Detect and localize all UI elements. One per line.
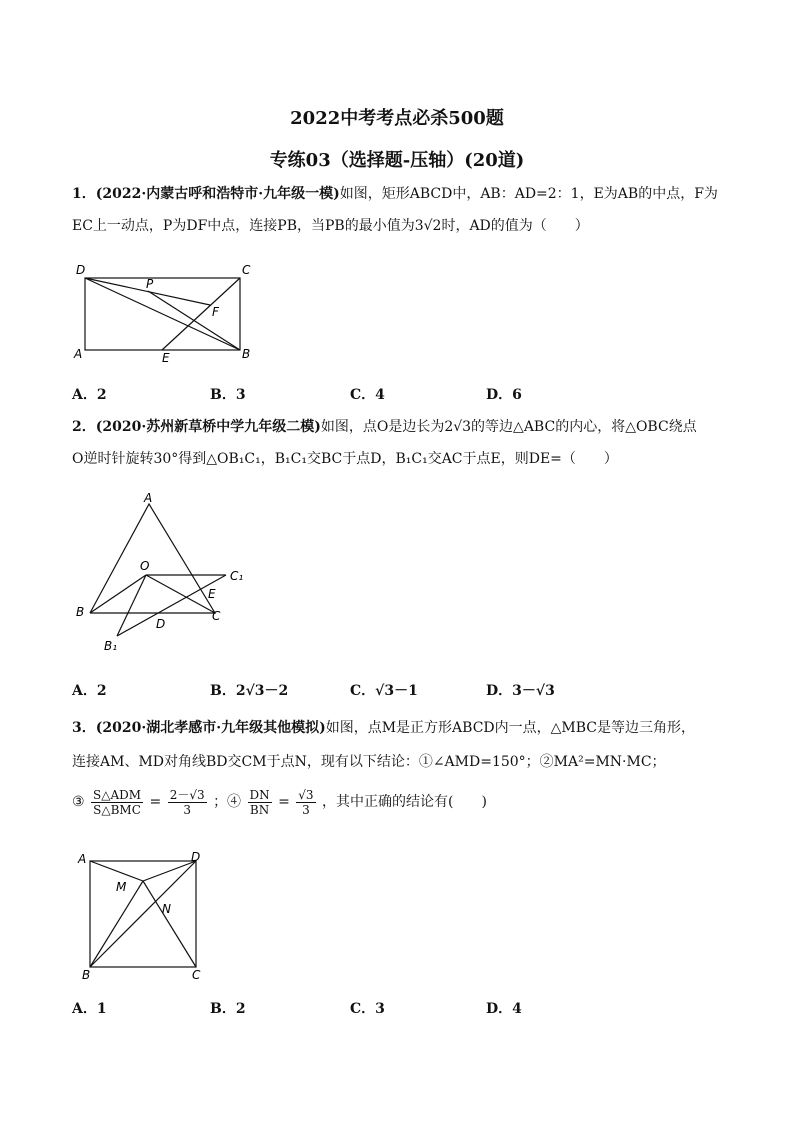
conclusion-4-marker: ；④ xyxy=(213,794,242,810)
label-b: B xyxy=(76,605,85,619)
question-2 xyxy=(72,411,722,475)
question-1-text: 如图，矩形ABCD中，AB：AD=2：1，E为AB的中点，F为 xyxy=(339,186,718,202)
option-b[interactable]: B．3 xyxy=(210,387,246,403)
label-f: F xyxy=(212,305,219,319)
option-d[interactable]: D．4 xyxy=(486,1001,522,1017)
question-1-line-2: EC上一动点，P为DF中点，连接PB，当PB的最小值为3√2时，AD的值为（ ） xyxy=(72,218,589,234)
question-3-options xyxy=(72,998,722,1018)
page-subtitle: 专练03（选择题-压轴）(20道) xyxy=(269,150,525,171)
question-3-line-2: 连接AM、MD对角线BD交CM于点N，现有以下结论：①∠AMD=150°；②MA²=MN·MC； xyxy=(72,754,666,770)
segment-md xyxy=(143,861,196,881)
option-c[interactable]: C．4 xyxy=(350,387,385,403)
question-1-options xyxy=(72,384,722,404)
equals-sign: = xyxy=(278,794,290,810)
label-n: N xyxy=(162,902,171,916)
question-3 xyxy=(72,712,722,820)
label-b: B xyxy=(82,968,91,982)
label-d: D xyxy=(76,263,86,277)
question-3-line-1 xyxy=(72,712,722,744)
question-3-line-3 xyxy=(72,784,722,820)
option-d[interactable]: D．3－√3 xyxy=(486,683,555,699)
segment-cm xyxy=(143,881,196,967)
option-d[interactable]: D．6 xyxy=(486,387,522,403)
label-o: O xyxy=(140,559,150,573)
question-1-figure xyxy=(70,258,270,370)
question-1-line-1 xyxy=(72,178,722,210)
equals-sign: = xyxy=(149,794,162,810)
option-b[interactable]: B．2√3－2 xyxy=(210,683,289,699)
label-b1: B₁ xyxy=(104,639,118,653)
option-b[interactable]: B．2 xyxy=(210,1001,246,1017)
diagonal-bd xyxy=(90,861,196,967)
option-a[interactable]: A．2 xyxy=(72,683,107,699)
conclusion-3-lhs-fraction xyxy=(91,788,143,817)
fraction-numerator: √3 xyxy=(298,787,314,802)
question-2-options xyxy=(72,680,722,700)
question-2-source: (2020·苏州新草桥中学九年级二模) xyxy=(95,419,321,435)
question-2-figure xyxy=(70,488,270,658)
label-d: D xyxy=(156,617,166,631)
conclusion-4-lhs-fraction xyxy=(248,788,272,817)
label-a: A xyxy=(74,347,83,361)
label-d: D xyxy=(191,850,201,864)
fraction-numerator: DN xyxy=(249,787,270,802)
option-a[interactable]: A．1 xyxy=(72,1001,107,1017)
question-1-number: 1． xyxy=(72,186,96,202)
segment-ec xyxy=(162,278,240,350)
question-2-text: 如图，点O是边长为2√3的等边△ABC的内心，将△OBC绕点 xyxy=(320,419,697,435)
question-3-figure xyxy=(70,845,220,985)
question-2-line-2: O逆时针旋转30°得到△OB₁C₁，B₁C₁交BC于点D，B₁C₁交AC于点E，则DE=（ ） xyxy=(72,451,618,467)
segment-pb xyxy=(148,291,240,350)
label-e: E xyxy=(162,351,170,365)
label-e: E xyxy=(208,587,216,601)
option-c[interactable]: C．√3－1 xyxy=(350,683,418,699)
fraction-denominator: 3 xyxy=(302,802,310,817)
conclusion-3-rhs-fraction xyxy=(168,788,207,817)
fraction-denominator: 3 xyxy=(183,802,191,817)
question-1 xyxy=(72,178,722,242)
segment-am xyxy=(90,861,143,881)
label-p: P xyxy=(146,277,154,291)
label-c: C xyxy=(212,609,221,623)
conclusion-4-rhs-fraction xyxy=(296,788,315,817)
label-b: B xyxy=(242,347,251,361)
question-2-line-1 xyxy=(72,411,722,443)
fraction-denominator: S△BMC xyxy=(93,802,141,817)
label-c: C xyxy=(242,263,251,277)
fraction-numerator: 2－√3 xyxy=(169,787,205,802)
fraction-denominator: BN xyxy=(249,802,270,817)
label-a: A xyxy=(78,852,87,866)
triangle-abc xyxy=(90,504,215,613)
question-3-number: 3． xyxy=(72,720,96,736)
label-a: A xyxy=(144,491,153,505)
label-c: C xyxy=(192,968,201,982)
option-a[interactable]: A．2 xyxy=(72,387,107,403)
option-c[interactable]: C．3 xyxy=(350,1001,385,1017)
page-title: 2022中考考点必杀500题 xyxy=(290,108,504,129)
question-3-text: 如图，点M是正方形ABCD内一点，△MBC是等边三角形， xyxy=(325,720,696,736)
conclusion-3-marker: ③ xyxy=(72,794,85,810)
question-3-source: (2020·湖北孝感市·九年级其他模拟) xyxy=(95,720,326,736)
question-1-source: (2022·内蒙古呼和浩特市·九年级一模) xyxy=(95,186,340,202)
label-c1: C₁ xyxy=(230,569,244,583)
segment-oc xyxy=(146,575,215,613)
question-3-tail: ，其中正确的结论有( ) xyxy=(322,794,487,810)
label-m: M xyxy=(116,880,127,894)
question-2-number: 2． xyxy=(72,419,96,435)
fraction-numerator: S△ADM xyxy=(93,787,142,802)
